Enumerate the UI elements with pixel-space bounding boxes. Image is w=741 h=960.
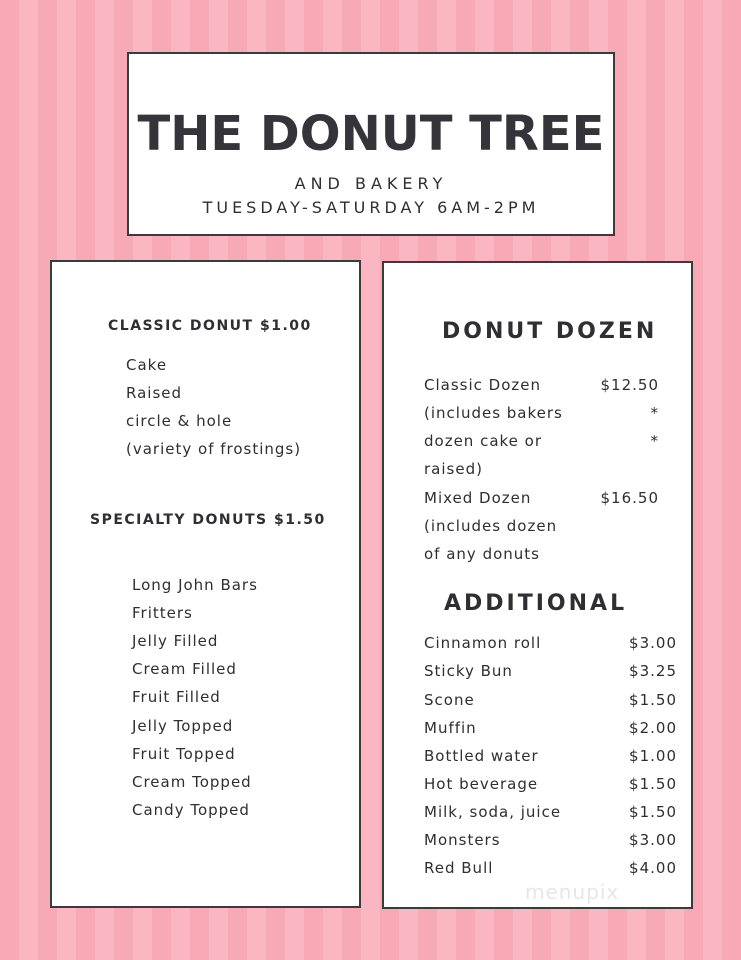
additional-item-text: Muffin [424,719,477,737]
menu-title: THE DONUT TREE [137,106,605,162]
additional-item-text: Scone [424,691,475,709]
dozen-line-text: Mixed Dozen [424,489,532,507]
additional-item-text: Hot beverage [424,775,539,793]
right-menu-panel [382,261,693,909]
additional-item-price: $1.00 [629,747,677,765]
specialty-donuts-heading: SPECIALTY DONUTS $1.50 [90,512,326,528]
additional-item-text: Cinnamon roll [424,634,542,652]
business-hours: TUESDAY-SATURDAY 6AM-2PM [202,198,540,217]
additional-item-price: $1.50 [629,691,677,709]
additional-item-price: $3.00 [629,634,677,652]
menu-item: Fruit Topped [132,745,236,763]
additional-item-text: Bottled water [424,747,539,765]
additional-item-price: $4.00 [629,859,677,877]
menu-item: Fruit Filled [132,688,221,706]
additional-item-text: Red Bull [424,859,494,877]
additional-item-price: $1.50 [629,775,677,793]
menu-item: Long John Bars [132,576,258,594]
additional-item-text: Monsters [424,831,501,849]
additional-item-text: Sticky Bun [424,662,513,680]
additional-item-price: $1.50 [629,803,677,821]
dozen-line-price: $16.50 [600,489,659,507]
menupix-watermark: menupix [525,880,620,904]
menu-item: Cream Filled [132,660,237,678]
menu-item: circle & hole [126,412,233,430]
menu-item: Raised [126,384,183,402]
menu-item: (variety of frostings) [126,440,302,458]
left-menu-panel [50,260,361,908]
classic-donut-heading: CLASSIC DONUT $1.00 [108,318,312,334]
menu-subtitle: AND BAKERY [294,174,448,193]
dozen-line-text: (includes dozen [424,517,558,535]
additional-item-price: $3.25 [629,662,677,680]
dozen-line-text: of any donuts [424,545,540,563]
additional-item-price: $3.00 [629,831,677,849]
menu-item: Fritters [132,604,193,622]
dozen-line-price: * [650,404,659,422]
dozen-line-price: $12.50 [600,376,659,394]
header-box [127,52,615,236]
dozen-line-text: Classic Dozen [424,376,541,394]
menu-item: Jelly Topped [132,717,234,735]
additional-item-price: $2.00 [629,719,677,737]
additional-heading: ADDITIONAL [444,591,628,616]
dozen-line-text: dozen cake or [424,432,543,450]
menu-item: Candy Topped [132,801,250,819]
dozen-line-price: * [650,432,659,450]
menu-item: Cake [126,356,168,374]
dozen-line-text: (includes bakers [424,404,563,422]
menu-item: Cream Topped [132,773,252,791]
dozen-line-text: raised) [424,460,483,478]
additional-item-text: Milk, soda, juice [424,803,562,821]
donut-dozen-heading: DONUT DOZEN [442,319,658,344]
menu-item: Jelly Filled [132,632,219,650]
